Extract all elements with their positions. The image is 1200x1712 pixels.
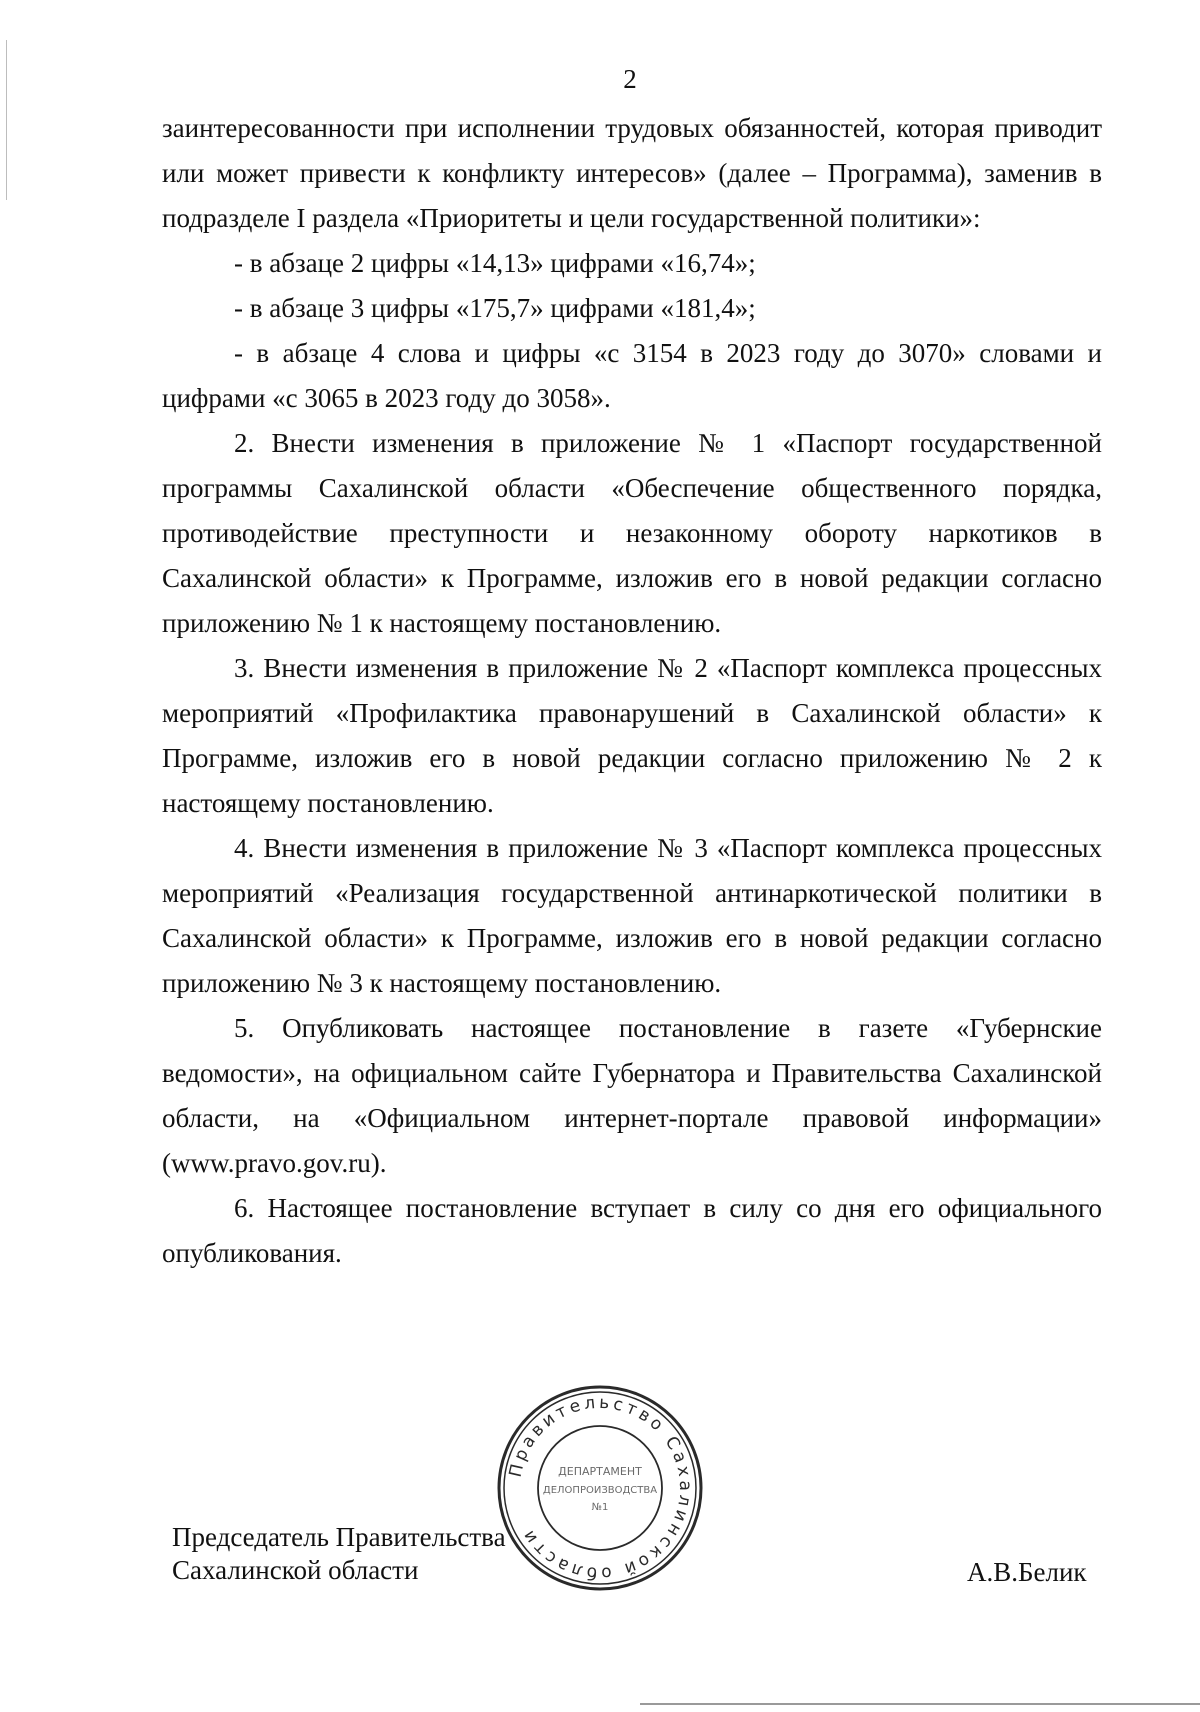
stamp-center-line3: №1 — [591, 1502, 609, 1513]
signatory-name: А.В.Белик — [967, 1557, 1087, 1587]
list-item-abzac-2: - в абзаце 2 цифры «14,13» цифрами «16,74»; — [234, 248, 756, 278]
document-body — [162, 106, 1102, 1276]
paragraph-item-6: 6. Настоящее постановление вступает в силу со дня его официального опубликования. — [162, 1193, 1102, 1268]
stamp-center-line1: ДЕПАРТАМЕНТ — [558, 1465, 642, 1478]
signatory-title-line1: Председатель Правительства — [172, 1522, 506, 1552]
signatory-title-line2: Сахалинской области — [172, 1555, 419, 1585]
list-item-abzac-4: - в абзаце 4 слова и цифры «с 3154 в 2023 году до 3070» словами и цифрами «с 3065 в 2023 году до 3058». — [162, 338, 1102, 413]
paragraph-item-2: 2. Внести изменения в приложение № 1 «Паспорт государственной программы Сахалинской области «Обеспечение общественного порядка, противодействие преступности и незаконному обороту наркотиков в Сахалинской области» к Программе, изложив его в новой редакции согласно приложению № 1 к настоящему постановлению. — [162, 428, 1102, 638]
scan-edge-mark — [640, 1703, 1200, 1705]
page-number: 2 — [623, 64, 637, 94]
paragraph-continuation: заинтересованности при исполнении трудовых обязанностей, которая приводит или может привести к конфликту интересов» (далее – Программа), заменив в подразделе I раздела «Приоритеты и цели государственной политики»: — [162, 113, 1102, 233]
signatory-title — [172, 1521, 506, 1587]
paragraph-item-3: 3. Внести изменения в приложение № 2 «Паспорт комплекса процессных мероприятий «Профилактика правонарушений в Сахалинской области» к Программе, изложив его в новой редакции согласно приложению № 2 к настоящему постановлению. — [162, 653, 1102, 818]
paragraph-item-4: 4. Внести изменения в приложение № 3 «Паспорт комплекса процессных мероприятий «Реализация государственной антинаркотической политики в Сахалинской области» к Программе, изложив его в новой редакции согласно приложению № 3 к настоящему постановлению. — [162, 833, 1102, 998]
list-item-abzac-3: - в абзаце 3 цифры «175,7» цифрами «181,4»; — [234, 293, 756, 323]
official-stamp-seal — [495, 1383, 705, 1593]
paragraph-item-5: 5. Опубликовать настоящее постановление в газете «Губернские ведомости», на официальном сайте Губернатора и Правительства Сахалинской области, на «Официальном интернет-портале правовой информации» (www.pravo.gov.ru). — [162, 1013, 1102, 1178]
stamp-center-line2: ДЕЛОПРОИЗВОДСТВА — [542, 1485, 658, 1496]
stamp-ring-text: Правительство Сахалинской области — [505, 1392, 696, 1584]
